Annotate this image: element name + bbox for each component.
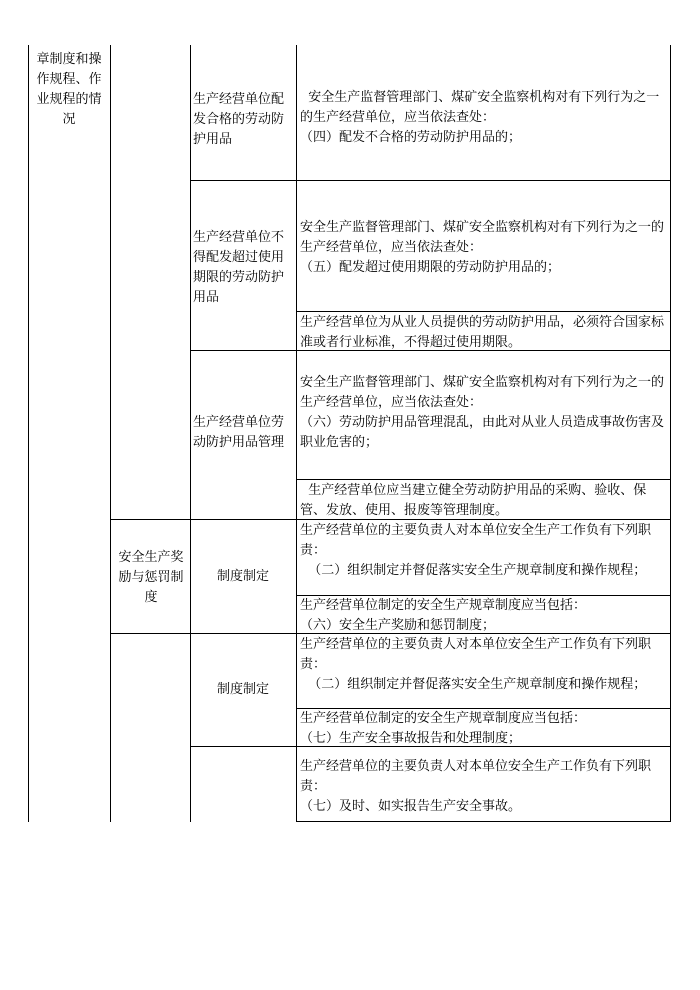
clause-text: 生产经营单位制定的安全生产规章制度应当包括： （七）生产安全事故报告和处理制度；: [300, 711, 587, 746]
clause-text: 安全生产监督管理部门、煤矿安全监察机构对有下列行为之一的生产经营单位，应当依法查处： （四）配发不合格的劳动防护用品的；: [300, 90, 660, 145]
clause-text: 安全生产监督管理部门、煤矿安全监察机构对有下列行为之一的生产经营单位，应当依法查处： （五）配发超过使用期限的劳动防护用品的；: [300, 220, 665, 275]
clause-text: 安全生产监督管理部门、煤矿安全监察机构对有下列行为之一的生产经营单位，应当依法查处： （六）劳动防护用品管理混乱，由此对从业人员造成事故伤害及职业危害的；: [300, 375, 665, 450]
item-label-qualified-ppe: 生产经营单位配发合格的劳动防护用品: [193, 92, 285, 147]
table-right-border: [670, 45, 671, 822]
item-label-ppe-management: 生产经营单位劳动防护用品管理: [193, 415, 285, 450]
col2-right-border: [190, 45, 191, 822]
col1-text: 章制度和操作规程、作业规程的情况: [36, 52, 102, 127]
clause-text: 生产经营单位应当建立健全劳动防护用品的采购、验收、保管、发放、使用、报废等管理制度。: [300, 483, 647, 518]
category-label: 安全生产奖励与惩罚制度: [118, 550, 184, 605]
row-line: [296, 311, 671, 312]
clause-text: 生产经营单位的主要负责人对本单位安全生产工作负有下列职责： （七）及时、如实报告生产安全事故。: [300, 759, 652, 814]
col3-right-border: [296, 45, 297, 822]
clause-text: 生产经营单位的主要负责人对本单位安全生产工作负有下列职责： （二）组织制定并督促落实安全生产规章制度和操作规程；: [300, 523, 652, 578]
clause-text: 生产经营单位的主要负责人对本单位安全生产工作负有下列职责： （二）组织制定并督促落实安全生产规章制度和操作规程；: [300, 637, 652, 692]
clause-text: 生产经营单位为从业人员提供的劳动防护用品，必须符合国家标准或者行业标准，不得超过使用期限。: [300, 315, 665, 350]
col1-right-border: [110, 45, 111, 822]
row-line: [296, 479, 671, 480]
item-label: 制度制定: [216, 682, 269, 697]
item-label: 制度制定: [216, 569, 269, 584]
row-line: [190, 180, 671, 181]
clause-text: 生产经营单位制定的安全生产规章制度应当包括： （六）安全生产奖励和惩罚制度；: [300, 598, 587, 633]
item-label-expired-ppe: 生产经营单位不得配发超过使用期限的劳动防护用品: [193, 230, 285, 305]
table-bottom-line: [296, 821, 671, 822]
col1-left-border: [28, 45, 29, 822]
